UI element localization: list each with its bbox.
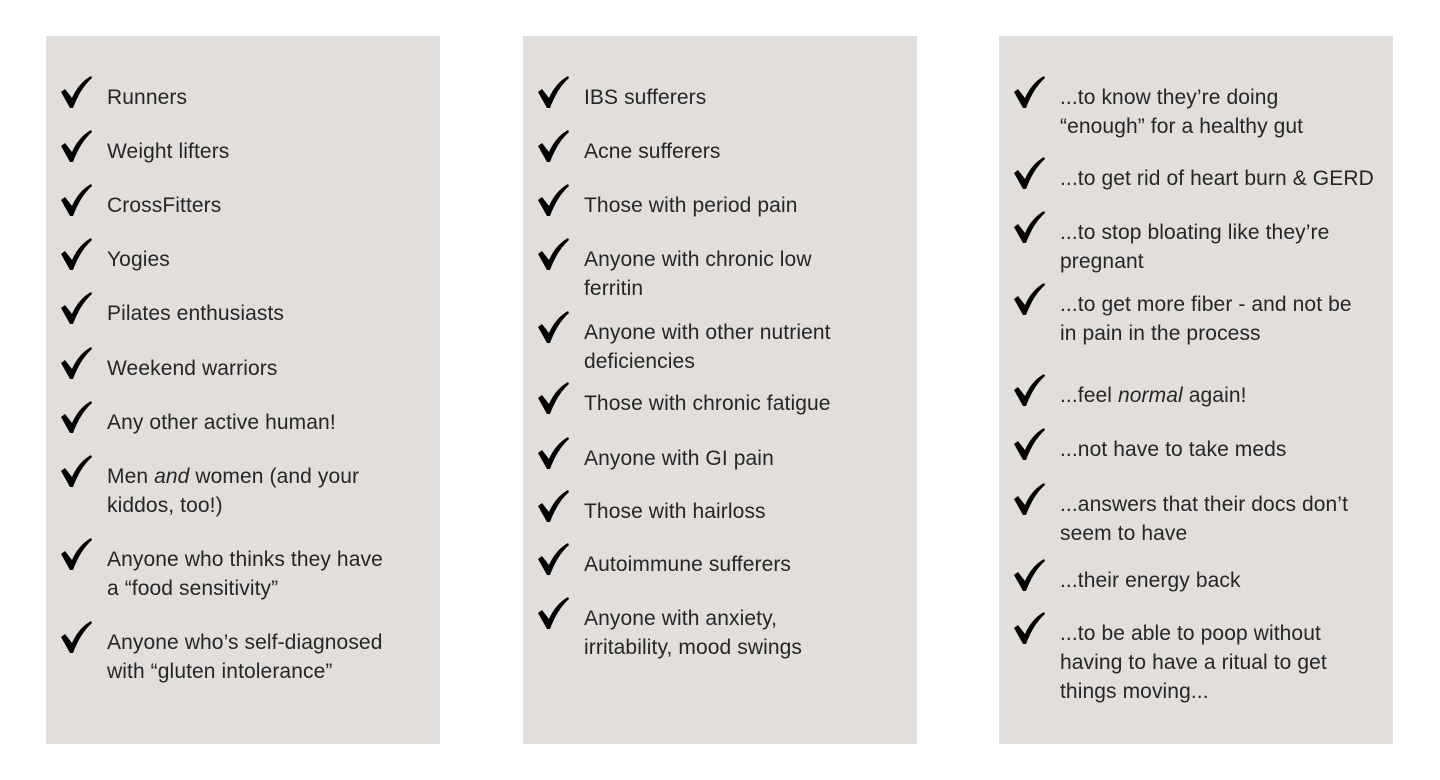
checklist-item xyxy=(537,318,907,376)
checklist-item-label xyxy=(584,604,802,662)
label-text: again! xyxy=(1182,384,1247,407)
checklist-item-label xyxy=(107,545,383,603)
checklist-item-label xyxy=(1060,435,1287,464)
checkmark-icon xyxy=(537,436,569,470)
checkmark-icon xyxy=(60,75,92,109)
checklist-item-label xyxy=(1060,164,1374,193)
checkmark-icon xyxy=(1013,373,1045,407)
label-text: Pilates enthusiasts xyxy=(107,302,284,325)
checkmark-icon xyxy=(537,129,569,163)
checklist-item xyxy=(60,245,430,274)
checklist-item xyxy=(537,83,907,112)
checklist-item xyxy=(60,354,430,383)
checklist-item xyxy=(1013,619,1383,706)
label-text: Anyone with anxiety, irritability, mood swings xyxy=(584,607,803,659)
label-text: ...to stop bloating like they’re pregnant xyxy=(1060,221,1330,273)
label-text: CrossFitters xyxy=(107,194,222,217)
emphasis-text: and xyxy=(154,465,190,488)
checklist-item-label xyxy=(1060,619,1327,706)
label-text: Men xyxy=(107,465,155,488)
checkmark-icon xyxy=(537,75,569,109)
checklist-item-label xyxy=(584,83,706,112)
checklist-item xyxy=(537,191,907,220)
label-text: Those with chronic fatigue xyxy=(584,392,831,415)
checkmark-icon xyxy=(537,237,569,271)
checklist-item xyxy=(1013,164,1383,193)
checkmark-icon xyxy=(60,129,92,163)
checklist-item-label xyxy=(584,389,831,418)
checkmark-icon xyxy=(1013,75,1045,109)
label-text: ...their energy back xyxy=(1060,569,1241,592)
checkmark-icon xyxy=(537,183,569,217)
label-text: ...to be able to poop without having to have a ritual to get things moving... xyxy=(1060,622,1327,703)
checkmark-icon xyxy=(60,346,92,380)
label-text: Those with period pain xyxy=(584,194,798,217)
checklist-item xyxy=(1013,218,1383,276)
checklist-item xyxy=(1013,83,1383,141)
checklist-item xyxy=(537,604,907,662)
checklist-item xyxy=(60,299,430,328)
checklist-item xyxy=(60,191,430,220)
label-text: Acne sufferers xyxy=(584,140,721,163)
checkmark-icon xyxy=(537,489,569,523)
checklist-item-label xyxy=(584,444,774,473)
checklist-item xyxy=(60,137,430,166)
checklist-item-label xyxy=(107,299,284,328)
checklist-item xyxy=(60,83,430,112)
label-text: Anyone who’s self-diagnosed with “gluten intolerance” xyxy=(107,631,383,683)
checkmark-icon xyxy=(1013,156,1045,190)
label-text: Weekend warriors xyxy=(107,357,278,380)
checkmark-icon xyxy=(1013,210,1045,244)
checkmark-icon xyxy=(1013,482,1045,516)
label-text: Runners xyxy=(107,86,188,109)
label-text: Anyone who thinks they have a “food sensitivity” xyxy=(107,548,383,600)
checklist-item xyxy=(1013,490,1383,548)
checkmark-icon xyxy=(60,620,92,654)
checklist-item xyxy=(60,545,430,603)
checklist-item-label xyxy=(107,462,359,520)
checkmark-icon xyxy=(60,291,92,325)
checklist-item xyxy=(537,137,907,166)
label-text: Anyone with GI pain xyxy=(584,447,774,470)
checklist-item xyxy=(60,408,430,437)
checkmark-icon xyxy=(60,454,92,488)
checkmark-icon xyxy=(537,596,569,630)
checklist-item-label xyxy=(107,191,221,220)
label-text: ...not have to take meds xyxy=(1060,438,1287,461)
checkmark-icon xyxy=(537,542,569,576)
checklist-item-label xyxy=(584,191,798,220)
label-text: ...feel xyxy=(1060,384,1118,407)
checklist-item-label xyxy=(107,245,170,274)
checkmark-icon xyxy=(60,183,92,217)
checklist-item-label xyxy=(107,83,187,112)
checklist-item-label xyxy=(584,137,720,166)
label-text: ...to get more fiber - and not be in pain in the process xyxy=(1060,293,1352,345)
checklist-panel-goals xyxy=(999,36,1393,744)
checklist-item xyxy=(1013,381,1383,410)
checklist-item xyxy=(537,444,907,473)
checklist-item xyxy=(537,245,907,303)
checklist-item-label xyxy=(107,137,229,166)
checklist-item xyxy=(537,497,907,526)
checklist-panel-active-people xyxy=(46,36,440,744)
label-text: IBS sufferers xyxy=(584,86,707,109)
checklist-item xyxy=(1013,435,1383,464)
checklist-item-label xyxy=(584,497,766,526)
checkmark-icon xyxy=(1013,282,1045,316)
label-text: Weight lifters xyxy=(107,140,230,163)
checklist-item-label xyxy=(1060,490,1348,548)
checkmark-icon xyxy=(60,537,92,571)
checklist-item-label xyxy=(584,245,812,303)
checkmark-icon xyxy=(1013,558,1045,592)
checklist-item xyxy=(1013,566,1383,595)
checkmark-icon xyxy=(60,237,92,271)
checkmark-icon xyxy=(537,381,569,415)
checklist-item xyxy=(60,628,430,686)
label-text: Any other active human! xyxy=(107,411,336,434)
checklist-item xyxy=(60,462,430,520)
checklist-item-label xyxy=(584,550,791,579)
checklist-item-label xyxy=(1060,83,1303,141)
checkmark-icon xyxy=(537,310,569,344)
checklist-item-label xyxy=(1060,381,1247,410)
label-text: ...to get rid of heart burn & GERD xyxy=(1060,167,1374,190)
label-text: Autoimmune sufferers xyxy=(584,553,792,576)
checklist-item xyxy=(537,389,907,418)
checkmark-icon xyxy=(1013,427,1045,461)
label-text: women (and your kiddos, too!) xyxy=(107,465,360,517)
checklist-item-label xyxy=(107,408,336,437)
checklist-item-label xyxy=(107,628,383,686)
checkmark-icon xyxy=(1013,611,1045,645)
checklist-item-label xyxy=(584,318,831,376)
label-text: Anyone with chronic low ferritin xyxy=(584,248,812,300)
checklist-item-label xyxy=(1060,290,1352,348)
checklist-panel-symptoms xyxy=(523,36,917,744)
label-text: ...answers that their docs don’t seem to have xyxy=(1060,493,1349,545)
checklist-item xyxy=(537,550,907,579)
emphasis-text: normal xyxy=(1118,384,1183,407)
label-text: ...to know they’re doing “enough” for a healthy gut xyxy=(1060,86,1304,138)
label-text: Those with hairloss xyxy=(584,500,766,523)
checklist-item-label xyxy=(1060,218,1329,276)
label-text: Yogies xyxy=(107,248,170,271)
checklist-item-label xyxy=(1060,566,1241,595)
checklist-item-label xyxy=(107,354,277,383)
label-text: Anyone with other nutrient deficiencies xyxy=(584,321,831,373)
checklist-item xyxy=(1013,290,1383,348)
checkmark-icon xyxy=(60,400,92,434)
